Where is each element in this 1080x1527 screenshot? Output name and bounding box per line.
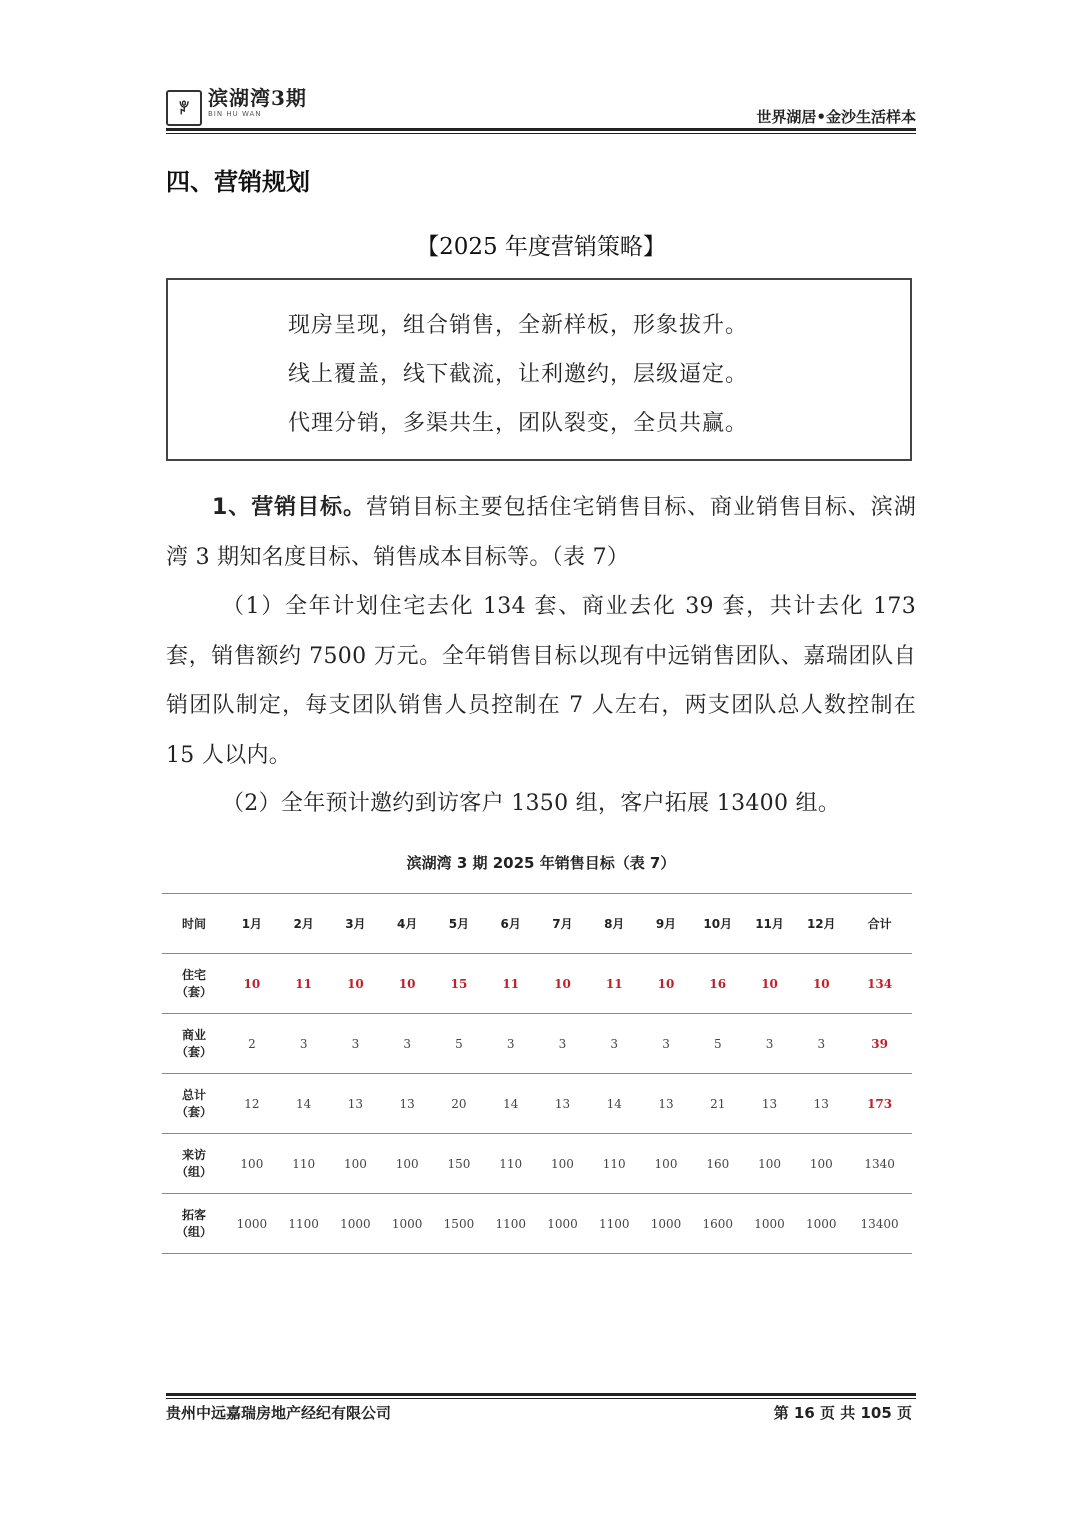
table-cell: 14 — [278, 1074, 330, 1134]
row-label-name: 商业 — [181, 1027, 206, 1042]
row-label-unit: （套） — [175, 1104, 212, 1119]
table-cell: 10 — [795, 954, 847, 1014]
table-cell: 14 — [588, 1074, 640, 1134]
table-cell: 10 — [226, 954, 278, 1014]
table-cell: 1000 — [330, 1194, 382, 1254]
table-header-cell: 6月 — [485, 894, 537, 954]
table-header-cell: 4月 — [381, 894, 433, 954]
table-cell: 3 — [588, 1014, 640, 1074]
strategy-box — [166, 278, 912, 461]
table-row — [162, 1074, 912, 1134]
table-cell: 100 — [744, 1134, 796, 1194]
table-row — [162, 1194, 912, 1254]
strategy-line: 代理分销，多渠共生，团队裂变，全员共赢。 — [288, 411, 749, 436]
strategy-line: 现房呈现，组合销售，全新样板，形象拔升。 — [288, 313, 749, 338]
table-cell: 3 — [640, 1014, 692, 1074]
table-header-cell: 2月 — [278, 894, 330, 954]
table-cell: 12 — [226, 1074, 278, 1134]
table-caption: 滨湖湾 3 期 2025 年销售目标（表 7） — [406, 854, 676, 872]
paragraph-body: 营销目标主要包括住宅销售目标、商业销售目标、滨湖湾 3 期知名度目标、销售成本目标等。（表 7） — [166, 495, 916, 570]
table-cell: 110 — [278, 1134, 330, 1194]
table-cell: 5 — [692, 1014, 744, 1074]
table-cell: 14 — [485, 1074, 537, 1134]
table-cell: 1100 — [485, 1194, 537, 1254]
table-cell: 150 — [433, 1134, 485, 1194]
table-cell: 1000 — [744, 1194, 796, 1254]
table-cell: 3 — [485, 1014, 537, 1074]
logo-name: 滨湖湾3期 — [208, 86, 307, 110]
table-cell: 5 — [433, 1014, 485, 1074]
table-cell: 20 — [433, 1074, 485, 1134]
table-header-cell: 7月 — [537, 894, 589, 954]
table-cell: 1000 — [381, 1194, 433, 1254]
table-cell: 3 — [795, 1014, 847, 1074]
table-cell: 3 — [537, 1014, 589, 1074]
table-cell: 11 — [588, 954, 640, 1014]
table-cell: 1500 — [433, 1194, 485, 1254]
table-cell: 1000 — [795, 1194, 847, 1254]
table-cell: 13 — [744, 1074, 796, 1134]
table-cell: 16 — [692, 954, 744, 1014]
table-cell: 11 — [278, 954, 330, 1014]
table-header-cell: 1月 — [226, 894, 278, 954]
row-label — [162, 1014, 226, 1074]
table-header-row — [162, 894, 912, 954]
sales-target-table — [162, 893, 912, 1254]
table-cell: 134 — [847, 954, 912, 1014]
table-cell: 110 — [485, 1134, 537, 1194]
table-header-cell: 时间 — [162, 894, 226, 954]
table-cell: 15 — [433, 954, 485, 1014]
logo-mark-icon: ꐕ — [166, 90, 202, 126]
strategy-line: 线上覆盖，线下截流，让利邀约，层级逼定。 — [288, 362, 749, 387]
table-cell: 3 — [744, 1014, 796, 1074]
paragraph-marketing-goal — [166, 483, 916, 582]
row-label-name: 拓客 — [181, 1207, 206, 1222]
table-cell: 100 — [381, 1134, 433, 1194]
strategy-title: 【2025 年度营销策略】 — [416, 234, 666, 260]
table-cell: 1000 — [226, 1194, 278, 1254]
table-cell: 1100 — [278, 1194, 330, 1254]
footer-rule-thin — [166, 1398, 916, 1399]
row-label — [162, 1194, 226, 1254]
table-cell: 1600 — [692, 1194, 744, 1254]
table-cell: 1100 — [588, 1194, 640, 1254]
table-cell: 13 — [537, 1074, 589, 1134]
table-cell: 100 — [795, 1134, 847, 1194]
footer-rule — [166, 1393, 916, 1396]
row-label — [162, 1134, 226, 1194]
table-cell: 100 — [226, 1134, 278, 1194]
table-cell: 39 — [847, 1014, 912, 1074]
header-rule — [166, 128, 916, 131]
row-label-unit: （组） — [175, 1224, 212, 1239]
table-cell: 2 — [226, 1014, 278, 1074]
table-cell: 1000 — [537, 1194, 589, 1254]
row-label-name: 住宅 — [181, 967, 206, 982]
row-label-name: 来访 — [181, 1147, 206, 1162]
table-cell: 3 — [330, 1014, 382, 1074]
table-cell: 100 — [640, 1134, 692, 1194]
table-cell: 10 — [330, 954, 382, 1014]
table-cell: 13 — [640, 1074, 692, 1134]
table-row — [162, 1134, 912, 1194]
table-header-cell: 8月 — [588, 894, 640, 954]
logo — [166, 88, 307, 128]
table-header-cell: 9月 — [640, 894, 692, 954]
table-cell: 13 — [330, 1074, 382, 1134]
table-row — [162, 1014, 912, 1074]
header-slogan: 世界湖居•金沙生活样本 — [756, 108, 916, 126]
table-cell: 13400 — [847, 1194, 912, 1254]
table-header-cell: 合计 — [847, 894, 912, 954]
header-rule-thin — [166, 133, 916, 134]
table-cell: 3 — [278, 1014, 330, 1074]
row-label-name: 总计 — [181, 1087, 206, 1102]
table-header-cell: 10月 — [692, 894, 744, 954]
table-cell: 10 — [381, 954, 433, 1014]
table-cell: 100 — [330, 1134, 382, 1194]
row-label-unit: （组） — [175, 1164, 212, 1179]
paragraph-visit-plan: （2）全年预计邀约到访客户 1350 组，客户拓展 13400 组。 — [222, 791, 841, 816]
table-cell: 1340 — [847, 1134, 912, 1194]
footer-company: 贵州中远嘉瑞房地产经纪有限公司 — [166, 1404, 392, 1422]
table-cell: 10 — [744, 954, 796, 1014]
table-cell: 110 — [588, 1134, 640, 1194]
table-cell: 13 — [381, 1074, 433, 1134]
table-header-cell: 3月 — [330, 894, 382, 954]
section-title: 四、营销规划 — [166, 168, 310, 196]
table-header-cell: 11月 — [744, 894, 796, 954]
table-cell: 3 — [381, 1014, 433, 1074]
table-cell: 11 — [485, 954, 537, 1014]
footer-page-number: 第 16 页 共 105 页 — [773, 1404, 912, 1422]
row-label — [162, 1074, 226, 1134]
table-row — [162, 954, 912, 1014]
logo-subtitle: BIN HU WAN — [208, 110, 262, 118]
table-header-cell: 12月 — [795, 894, 847, 954]
table-cell: 21 — [692, 1074, 744, 1134]
table-cell: 160 — [692, 1134, 744, 1194]
table-cell: 1000 — [640, 1194, 692, 1254]
table-cell: 100 — [537, 1134, 589, 1194]
table-header-cell: 5月 — [433, 894, 485, 954]
page-header — [166, 88, 916, 132]
table-cell: 10 — [640, 954, 692, 1014]
row-label-unit: （套） — [175, 984, 212, 999]
paragraph-lead: 1、营销目标。 — [212, 495, 366, 520]
paragraph-sales-plan: （1）全年计划住宅去化 134 套、商业去化 39 套，共计去化 173 套，销售额约 7500 万元。全年销售目标以现有中远销售团队、嘉瑞团队自销团队制定，每支团队销售人员控制在 7 人左右，两支团队总人数控制在 15 人以内。 — [166, 594, 916, 768]
table-cell: 10 — [537, 954, 589, 1014]
table-cell: 13 — [795, 1074, 847, 1134]
table-cell: 173 — [847, 1074, 912, 1134]
row-label — [162, 954, 226, 1014]
row-label-unit: （套） — [175, 1044, 212, 1059]
